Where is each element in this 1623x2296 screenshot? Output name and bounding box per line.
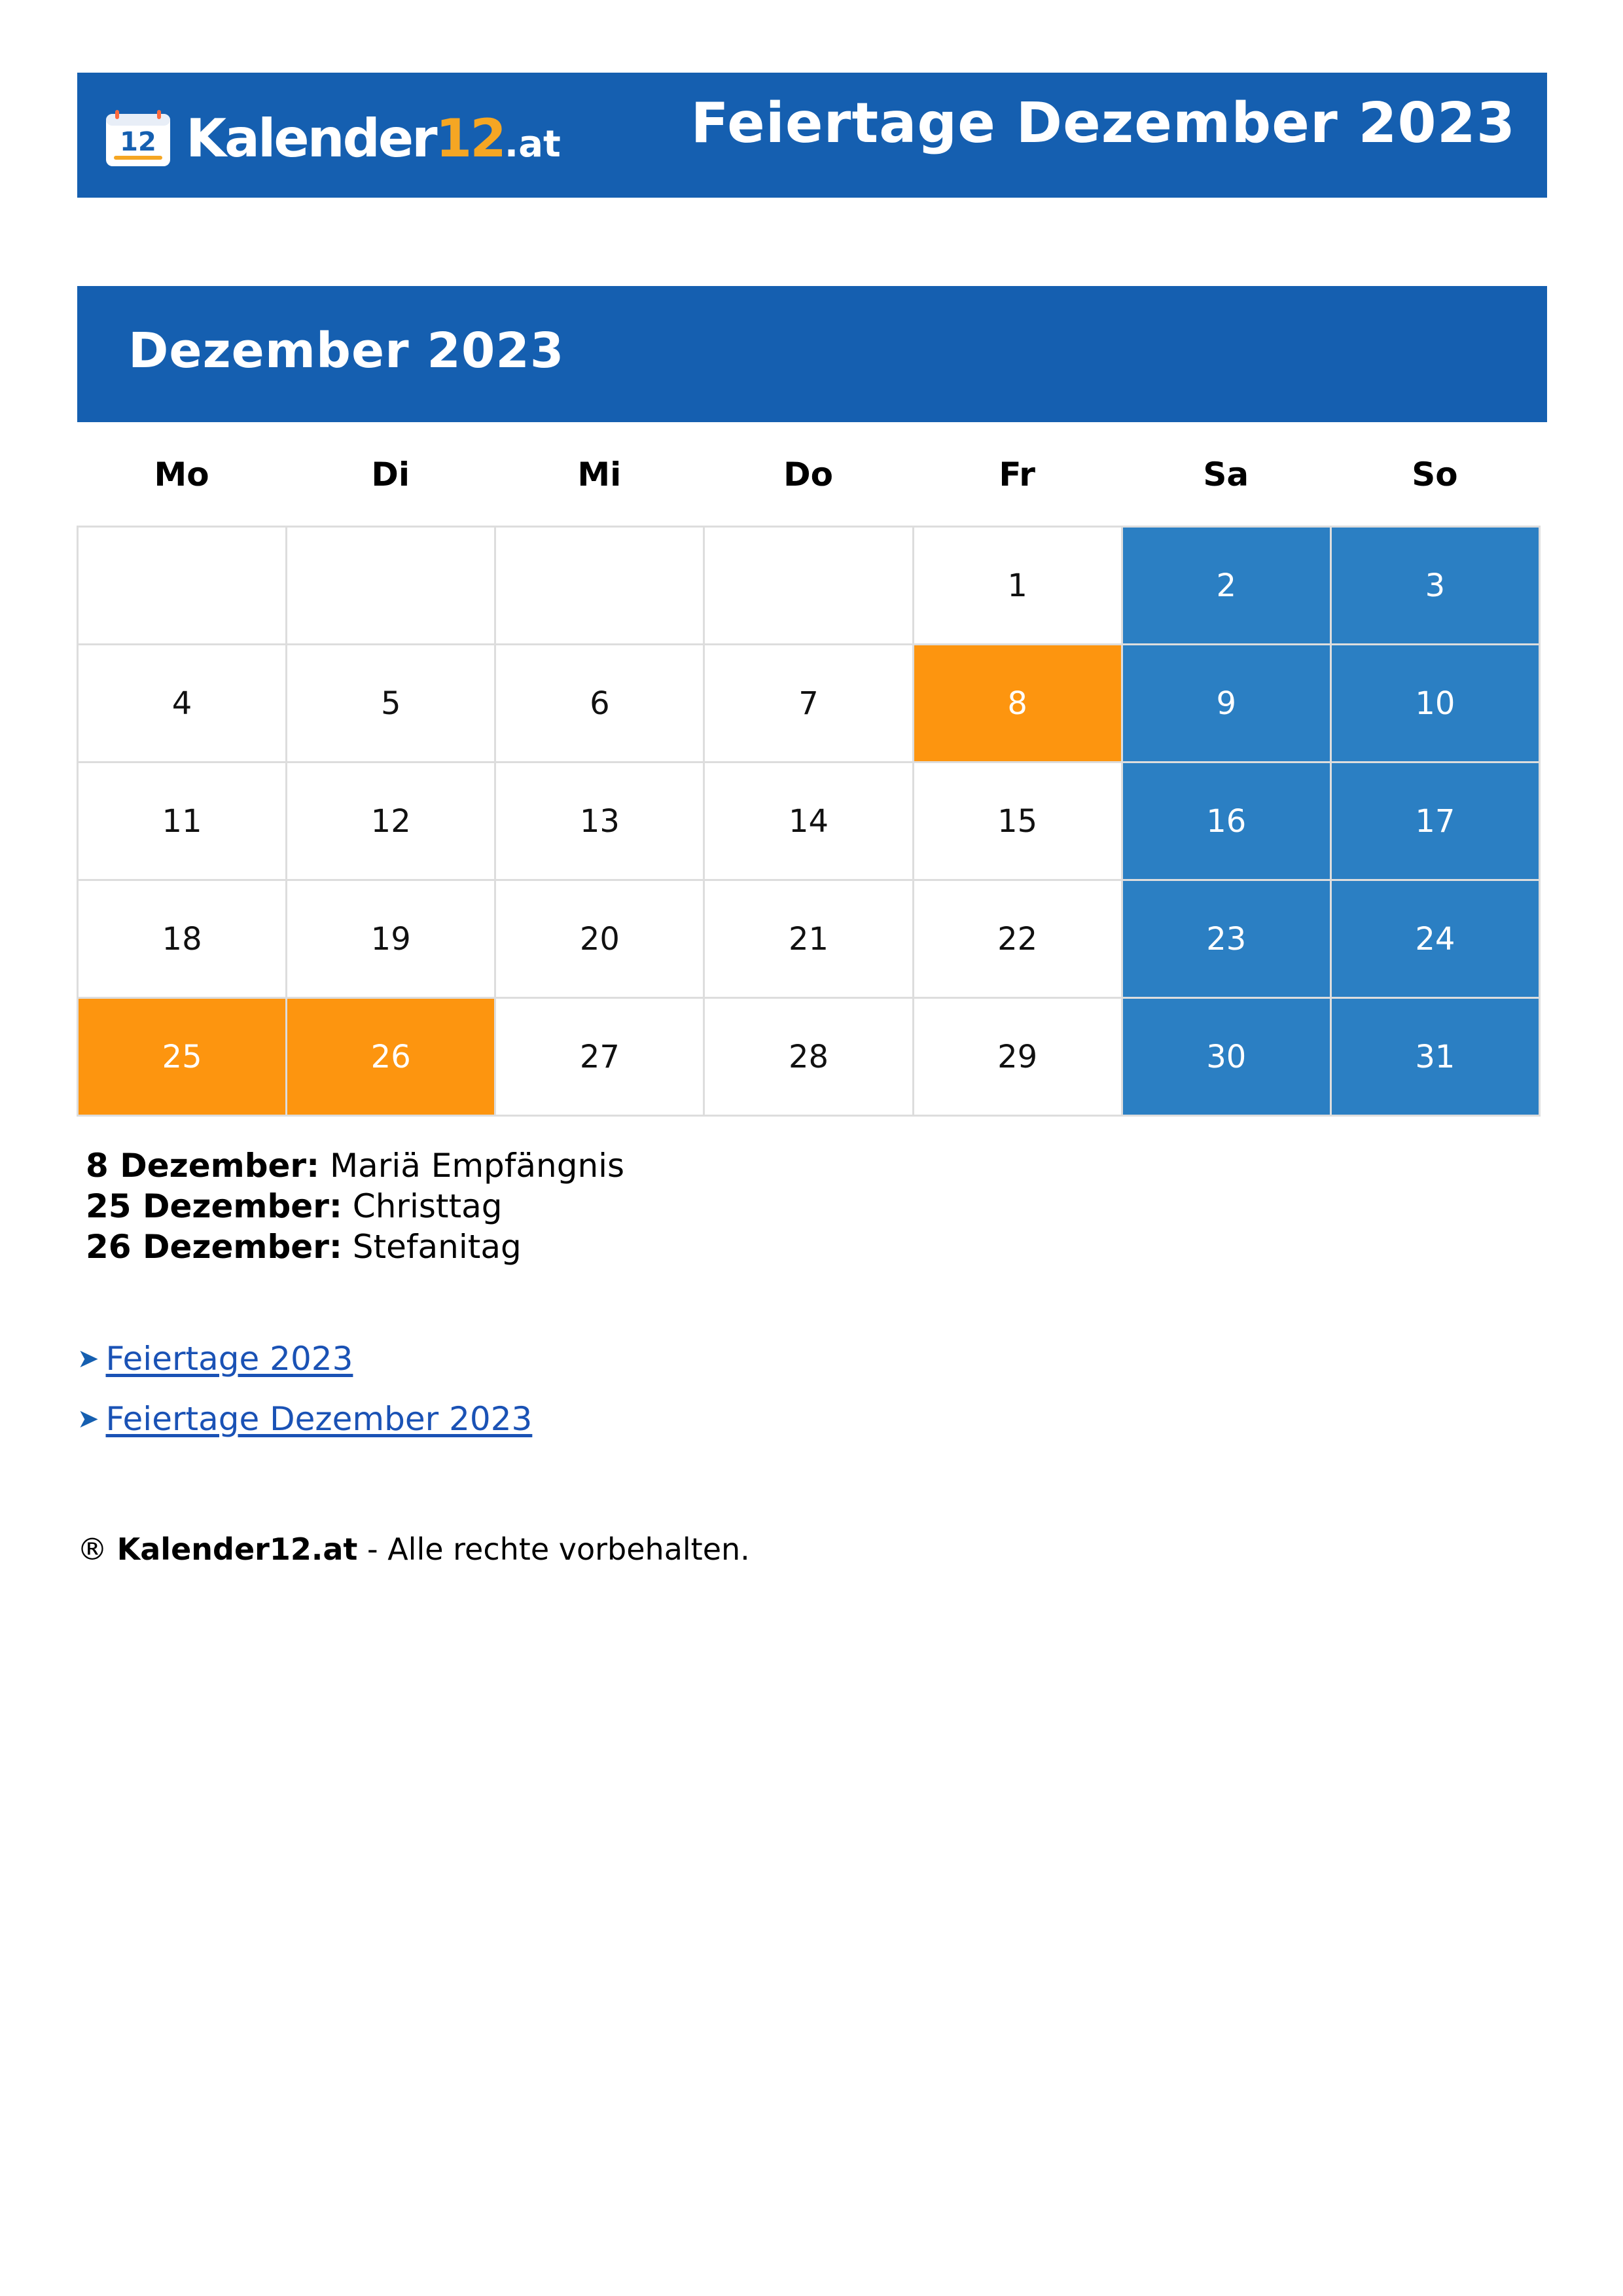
calendar-empty-cell: [287, 528, 496, 645]
holiday-name: Christtag: [352, 1187, 503, 1225]
holiday-list: [86, 1145, 624, 1267]
calendar-day: 29: [914, 999, 1123, 1117]
logo-name-number: 12: [435, 108, 505, 169]
calendar-day-weekend: 17: [1332, 763, 1541, 881]
calendar-grid: [77, 526, 1541, 1117]
month-title: Dezember 2023: [128, 323, 565, 379]
calendar-day-weekend: 16: [1123, 763, 1332, 881]
calendar-day: 21: [705, 881, 914, 999]
weekday-di: Di: [371, 456, 410, 493]
link-row: [77, 1389, 532, 1449]
calendar-day: 18: [79, 881, 287, 999]
weekday-mo: Mo: [154, 456, 209, 493]
calendar-day-weekend: 3: [1332, 528, 1541, 645]
holiday-date: 25 Dezember:: [86, 1187, 342, 1225]
weekday-sa: Sa: [1203, 456, 1249, 493]
holiday-item: [86, 1186, 624, 1227]
calendar-day: 5: [287, 645, 496, 763]
calendar-empty-cell: [496, 528, 705, 645]
logo[interactable]: [105, 107, 561, 170]
calendar-empty-cell: [79, 528, 287, 645]
calendar-day-weekend: 30: [1123, 999, 1332, 1117]
weekday-mi: Mi: [577, 456, 622, 493]
calendar-day: 27: [496, 999, 705, 1117]
calendar-logo-icon: [105, 110, 171, 168]
calendar-day-holiday: 26: [287, 999, 496, 1117]
footer-text: - Alle rechte vorbehalten.: [366, 1532, 750, 1567]
calendar-day-holiday: 8: [914, 645, 1123, 763]
link-row: [77, 1329, 532, 1389]
calendar-day-holiday: 25: [79, 999, 287, 1117]
calendar-empty-cell: [705, 528, 914, 645]
link-feiertage-year[interactable]: Feiertage 2023: [105, 1340, 353, 1378]
holiday-date: 8 Dezember:: [86, 1147, 320, 1185]
calendar-day: 11: [79, 763, 287, 881]
footer: [77, 1532, 750, 1567]
calendar-day-weekend: 9: [1123, 645, 1332, 763]
top-banner: [77, 73, 1547, 198]
calendar-day: 15: [914, 763, 1123, 881]
arrow-right-icon: ➤: [77, 1404, 99, 1434]
footer-brand: Kalender12.at: [116, 1532, 358, 1567]
calendar-day: 12: [287, 763, 496, 881]
calendar-day-weekend: 24: [1332, 881, 1541, 999]
holiday-item: [86, 1227, 624, 1267]
holiday-date: 26 Dezember:: [86, 1228, 342, 1266]
calendar-day: 7: [705, 645, 914, 763]
weekday-do: Do: [783, 456, 833, 493]
holiday-name: Stefanitag: [352, 1228, 522, 1266]
calendar-day: 13: [496, 763, 705, 881]
calendar-day-weekend: 23: [1123, 881, 1332, 999]
calendar-day: 6: [496, 645, 705, 763]
logo-icon-text: 12: [120, 127, 156, 157]
calendar-day: 14: [705, 763, 914, 881]
calendar-day-weekend: 10: [1332, 645, 1541, 763]
month-header: [77, 286, 1547, 422]
logo-name-tld: .at: [504, 123, 561, 166]
link-feiertage-month[interactable]: Feiertage Dezember 2023: [105, 1400, 533, 1438]
page-title: Feiertage Dezember 2023: [690, 91, 1516, 156]
calendar-day: 19: [287, 881, 496, 999]
logo-wordmark: [186, 108, 561, 169]
holiday-name: Mariä Empfängnis: [330, 1147, 625, 1185]
weekday-fr: Fr: [999, 456, 1035, 493]
weekday-so: So: [1412, 456, 1458, 493]
logo-name-main: Kalender: [186, 108, 436, 169]
calendar-day: 20: [496, 881, 705, 999]
holiday-item: [86, 1145, 624, 1186]
calendar-day: 28: [705, 999, 914, 1117]
calendar-day: 22: [914, 881, 1123, 999]
calendar-day-weekend: 31: [1332, 999, 1541, 1117]
registered-symbol: ®: [77, 1532, 107, 1567]
related-links: [77, 1329, 532, 1449]
calendar-day: 4: [79, 645, 287, 763]
arrow-right-icon: ➤: [77, 1344, 99, 1374]
weekday-header-row: [77, 452, 1539, 497]
calendar-day: 1: [914, 528, 1123, 645]
calendar-day-weekend: 2: [1123, 528, 1332, 645]
